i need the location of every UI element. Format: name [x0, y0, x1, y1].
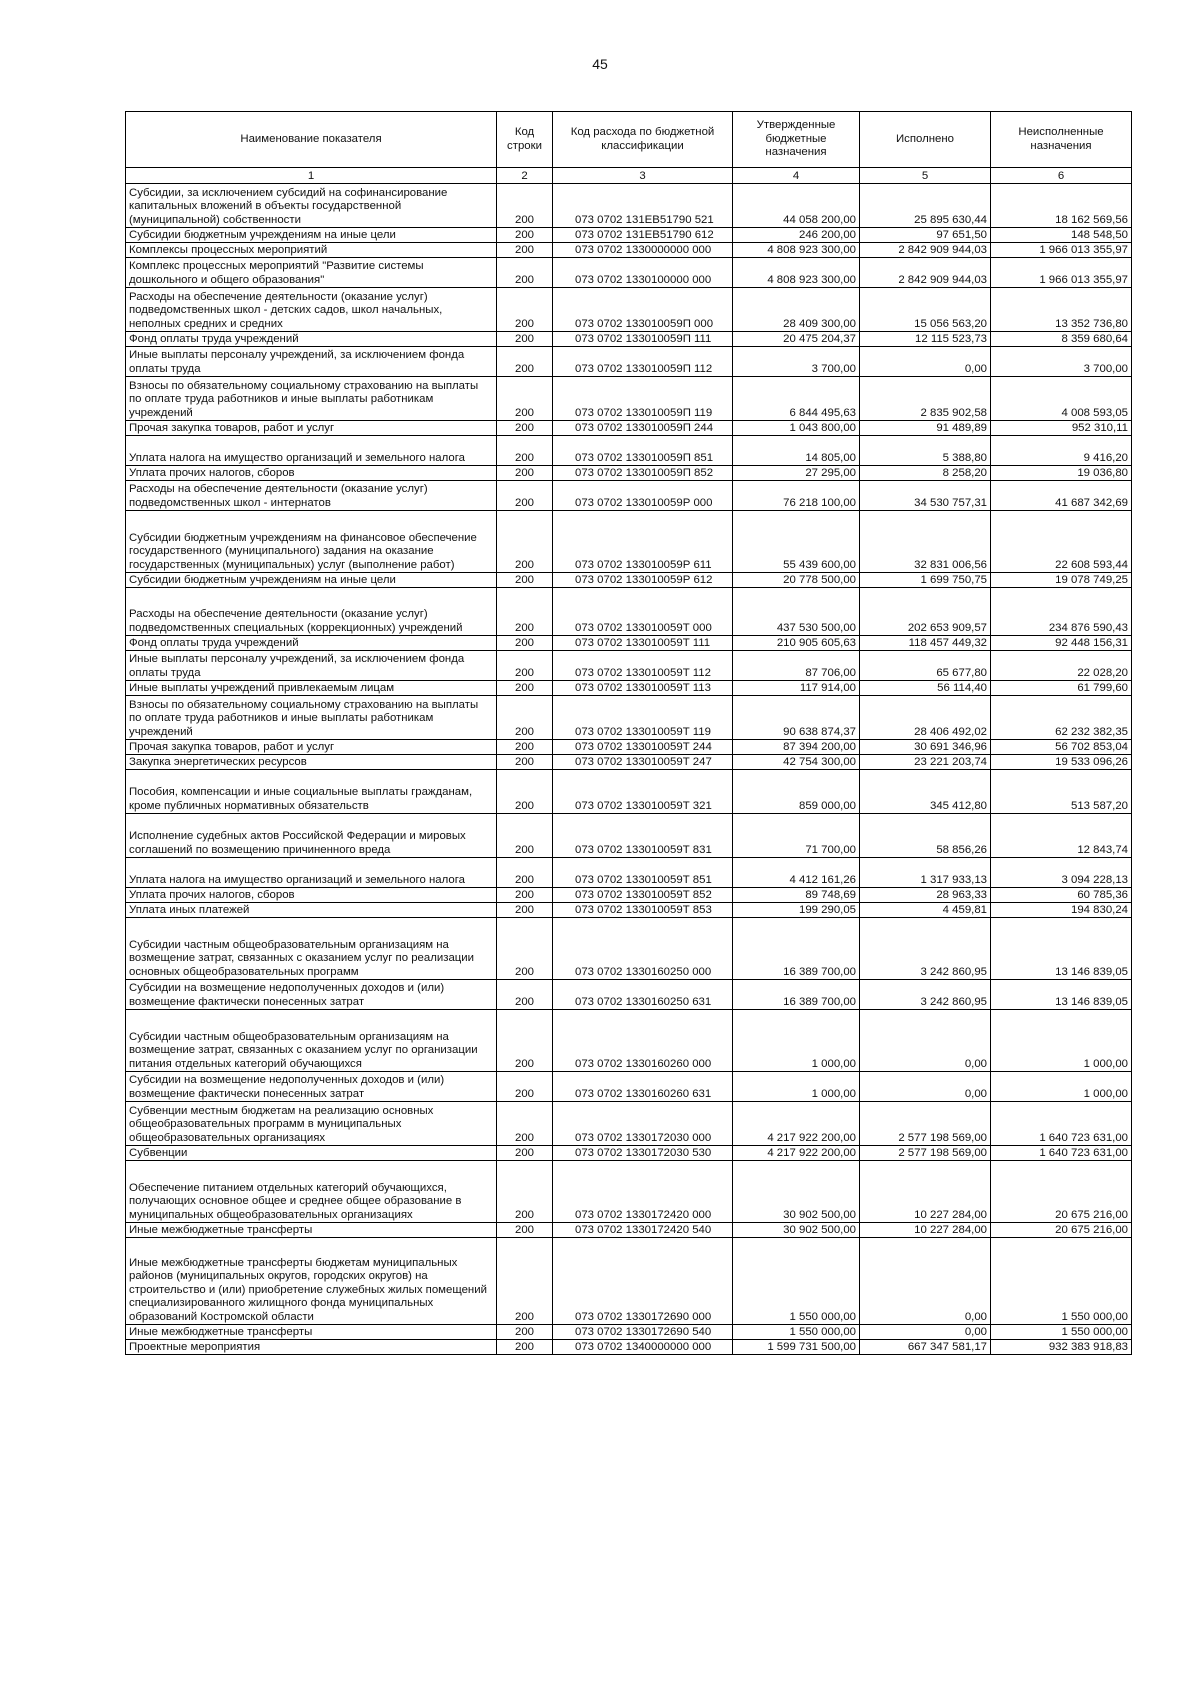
table-row	[126, 980, 1132, 1010]
line-code: 200	[497, 1102, 553, 1146]
executed-amount: 0,00	[860, 1072, 991, 1102]
approved-amount: 55 439 600,00	[733, 511, 860, 573]
table-row	[126, 1325, 1132, 1340]
indicator-name: Субсидии частным общеобразовательным организациям на возмещение затрат, связанных с оказанием услуг по реализации основных общеобразовательных программ	[126, 918, 497, 980]
indicator-name: Субсидии на возмещение недополученных доходов и (или) возмещение фактически понесенных затрат	[126, 1072, 497, 1102]
indicator-name: Комплекс процессных мероприятий "Развитие системы дошкольного и общего образования"	[126, 258, 497, 288]
unexecuted-amount: 148 548,50	[991, 228, 1132, 243]
approved-amount: 4 808 923 300,00	[733, 243, 860, 258]
executed-amount: 28 406 492,02	[860, 696, 991, 740]
approved-amount: 1 000,00	[733, 1010, 860, 1072]
approved-amount: 4 412 161,26	[733, 858, 860, 888]
budget-code: 073 0702 1330000000 000	[553, 243, 733, 258]
table-row	[126, 1238, 1132, 1325]
unexecuted-amount: 19 533 096,26	[991, 755, 1132, 770]
budget-code: 073 0702 1330160250 000	[553, 918, 733, 980]
executed-amount: 667 347 581,17	[860, 1340, 991, 1355]
unexecuted-amount: 92 448 156,31	[991, 636, 1132, 651]
indicator-name: Расходы на обеспечение деятельности (оказание услуг) подведомственных специальных (коррекционных) учреждений	[126, 588, 497, 636]
approved-amount: 1 000,00	[733, 1072, 860, 1102]
column-number: 2	[497, 168, 553, 184]
unexecuted-amount: 56 702 853,04	[991, 740, 1132, 755]
executed-amount: 1 317 933,13	[860, 858, 991, 888]
table-row	[126, 258, 1132, 288]
table-row	[126, 481, 1132, 511]
budget-code: 073 0702 133010059Т 112	[553, 651, 733, 681]
table-row	[126, 858, 1132, 888]
executed-amount: 91 489,89	[860, 421, 991, 436]
table-row	[126, 888, 1132, 903]
table-row	[126, 696, 1132, 740]
approved-amount: 437 530 500,00	[733, 588, 860, 636]
line-code: 200	[497, 377, 553, 421]
budget-code: 073 0702 1330160260 631	[553, 1072, 733, 1102]
unexecuted-amount: 20 675 216,00	[991, 1161, 1132, 1223]
budget-code: 073 0702 133010059П 000	[553, 288, 733, 332]
table-row	[126, 918, 1132, 980]
executed-amount: 0,00	[860, 1010, 991, 1072]
unexecuted-amount: 41 687 342,69	[991, 481, 1132, 511]
indicator-name: Уплата прочих налогов, сборов	[126, 888, 497, 903]
approved-amount: 90 638 874,37	[733, 696, 860, 740]
table-row	[126, 511, 1132, 573]
approved-amount: 14 805,00	[733, 436, 860, 466]
indicator-name: Уплата иных платежей	[126, 903, 497, 918]
line-code: 200	[497, 681, 553, 696]
table-row	[126, 332, 1132, 347]
unexecuted-amount: 3 094 228,13	[991, 858, 1132, 888]
approved-amount: 20 475 204,37	[733, 332, 860, 347]
unexecuted-amount: 234 876 590,43	[991, 588, 1132, 636]
unexecuted-amount: 1 550 000,00	[991, 1238, 1132, 1325]
budget-code: 073 0702 1340000000 000	[553, 1340, 733, 1355]
indicator-name: Исполнение судебных актов Российской Федерации и мировых соглашений по возмещению причиненного вреда	[126, 814, 497, 858]
executed-amount: 10 227 284,00	[860, 1161, 991, 1223]
approved-amount: 30 902 500,00	[733, 1161, 860, 1223]
line-code: 200	[497, 888, 553, 903]
budget-code: 073 0702 133010059Т 000	[553, 588, 733, 636]
header-indicator-name: Наименование показателя	[126, 112, 497, 168]
budget-code: 073 0702 133010059Т 852	[553, 888, 733, 903]
header-line-code: Код строки	[497, 112, 553, 168]
executed-amount: 3 242 860,95	[860, 918, 991, 980]
approved-amount: 42 754 300,00	[733, 755, 860, 770]
unexecuted-amount: 13 146 839,05	[991, 980, 1132, 1010]
executed-amount: 2 842 909 944,03	[860, 258, 991, 288]
indicator-name: Пособия, компенсации и иные социальные выплаты гражданам, кроме публичных нормативных обязательств	[126, 770, 497, 814]
table-row	[126, 288, 1132, 332]
line-code: 200	[497, 1010, 553, 1072]
budget-code: 073 0702 133010059Т 853	[553, 903, 733, 918]
indicator-name: Субвенции местным бюджетам на реализацию основных общеобразовательных программ в муниципальных общеобразовательных организациях	[126, 1102, 497, 1146]
unexecuted-amount: 1 640 723 631,00	[991, 1146, 1132, 1161]
line-code: 200	[497, 466, 553, 481]
executed-amount: 97 651,50	[860, 228, 991, 243]
line-code: 200	[497, 740, 553, 755]
line-code: 200	[497, 421, 553, 436]
executed-amount: 4 459,81	[860, 903, 991, 918]
line-code: 200	[497, 903, 553, 918]
unexecuted-amount: 1 000,00	[991, 1010, 1132, 1072]
budget-code: 073 0702 133010059Т 247	[553, 755, 733, 770]
indicator-name: Расходы на обеспечение деятельности (оказание услуг) подведомственных школ - интернатов	[126, 481, 497, 511]
line-code: 200	[497, 184, 553, 228]
indicator-name: Проектные мероприятия	[126, 1340, 497, 1355]
budget-code: 073 0702 133010059П 244	[553, 421, 733, 436]
approved-amount: 71 700,00	[733, 814, 860, 858]
unexecuted-amount: 13 352 736,80	[991, 288, 1132, 332]
executed-amount: 202 653 909,57	[860, 588, 991, 636]
line-code: 200	[497, 1325, 553, 1340]
budget-code: 073 0702 1330172030 000	[553, 1102, 733, 1146]
budget-code: 073 0702 133010059Т 244	[553, 740, 733, 755]
unexecuted-amount: 60 785,36	[991, 888, 1132, 903]
approved-amount: 210 905 605,63	[733, 636, 860, 651]
table-row	[126, 1223, 1132, 1238]
table-row	[126, 228, 1132, 243]
approved-amount: 3 700,00	[733, 347, 860, 377]
indicator-name: Уплата налога на имущество организаций и земельного налога	[126, 436, 497, 466]
executed-amount: 5 388,80	[860, 436, 991, 466]
table-row	[126, 755, 1132, 770]
table-row	[126, 770, 1132, 814]
indicator-name: Иные межбюджетные трансферты	[126, 1325, 497, 1340]
indicator-name: Прочая закупка товаров, работ и услуг	[126, 421, 497, 436]
executed-amount: 10 227 284,00	[860, 1223, 991, 1238]
unexecuted-amount: 1 000,00	[991, 1072, 1132, 1102]
indicator-name: Иные выплаты персоналу учреждений, за исключением фонда оплаты труда	[126, 651, 497, 681]
approved-amount: 27 295,00	[733, 466, 860, 481]
approved-amount: 87 394 200,00	[733, 740, 860, 755]
indicator-name: Закупка энергетических ресурсов	[126, 755, 497, 770]
table-row	[126, 1010, 1132, 1072]
unexecuted-amount: 3 700,00	[991, 347, 1132, 377]
budget-code: 073 0702 133010059Т 111	[553, 636, 733, 651]
unexecuted-amount: 13 146 839,05	[991, 918, 1132, 980]
indicator-name: Субсидии бюджетным учреждениям на иные цели	[126, 228, 497, 243]
budget-code: 073 0702 133010059Т 119	[553, 696, 733, 740]
table-body	[126, 184, 1132, 1355]
executed-amount: 12 115 523,73	[860, 332, 991, 347]
unexecuted-amount: 22 028,20	[991, 651, 1132, 681]
indicator-name: Фонд оплаты труда учреждений	[126, 332, 497, 347]
budget-code: 073 0702 133010059Р 612	[553, 573, 733, 588]
indicator-name: Субсидии бюджетным учреждениям на иные цели	[126, 573, 497, 588]
budget-code: 073 0702 133010059П 111	[553, 332, 733, 347]
table-row	[126, 184, 1132, 228]
line-code: 200	[497, 770, 553, 814]
executed-amount: 2 835 902,58	[860, 377, 991, 421]
budget-code: 073 0702 133010059П 851	[553, 436, 733, 466]
unexecuted-amount: 513 587,20	[991, 770, 1132, 814]
executed-amount: 3 242 860,95	[860, 980, 991, 1010]
header-executed: Исполнено	[860, 112, 991, 168]
unexecuted-amount: 1 550 000,00	[991, 1325, 1132, 1340]
unexecuted-amount: 18 162 569,56	[991, 184, 1132, 228]
unexecuted-amount: 194 830,24	[991, 903, 1132, 918]
unexecuted-amount: 1 966 013 355,97	[991, 243, 1132, 258]
approved-amount: 30 902 500,00	[733, 1223, 860, 1238]
approved-amount: 1 550 000,00	[733, 1325, 860, 1340]
approved-amount: 20 778 500,00	[733, 573, 860, 588]
executed-amount: 34 530 757,31	[860, 481, 991, 511]
budget-code: 073 0702 133010059П 112	[553, 347, 733, 377]
line-code: 200	[497, 511, 553, 573]
approved-amount: 89 748,69	[733, 888, 860, 903]
executed-amount: 15 056 563,20	[860, 288, 991, 332]
executed-amount: 118 457 449,32	[860, 636, 991, 651]
approved-amount: 859 000,00	[733, 770, 860, 814]
executed-amount: 2 577 198 569,00	[860, 1102, 991, 1146]
table-row	[126, 1340, 1132, 1355]
approved-amount: 199 290,05	[733, 903, 860, 918]
budget-code: 073 0702 133010059Р 611	[553, 511, 733, 573]
table-row	[126, 681, 1132, 696]
approved-amount: 6 844 495,63	[733, 377, 860, 421]
approved-amount: 246 200,00	[733, 228, 860, 243]
executed-amount: 56 114,40	[860, 681, 991, 696]
line-code: 200	[497, 332, 553, 347]
approved-amount: 16 389 700,00	[733, 918, 860, 980]
column-number: 5	[860, 168, 991, 184]
budget-code: 073 0702 133010059Т 113	[553, 681, 733, 696]
line-code: 200	[497, 573, 553, 588]
indicator-name: Субсидии бюджетным учреждениям на финансовое обеспечение государственного (муниципального) задания на оказание государственных (муниципальных) услуг (выполнение работ)	[126, 511, 497, 573]
budget-code: 073 0702 1330172420 540	[553, 1223, 733, 1238]
indicator-name: Фонд оплаты труда учреждений	[126, 636, 497, 651]
budget-code: 073 0702 1330172690 540	[553, 1325, 733, 1340]
executed-amount: 0,00	[860, 1325, 991, 1340]
executed-amount: 65 677,80	[860, 651, 991, 681]
header-unexecuted: Неисполненные назначения	[991, 112, 1132, 168]
budget-code: 073 0702 133010059П 119	[553, 377, 733, 421]
line-code: 200	[497, 228, 553, 243]
unexecuted-amount: 22 608 593,44	[991, 511, 1132, 573]
table-row	[126, 421, 1132, 436]
line-code: 200	[497, 814, 553, 858]
table-row	[126, 1072, 1132, 1102]
indicator-name: Иные выплаты учреждений привлекаемым лицам	[126, 681, 497, 696]
table-row	[126, 347, 1132, 377]
budget-code: 073 0702 1330100000 000	[553, 258, 733, 288]
unexecuted-amount: 20 675 216,00	[991, 1223, 1132, 1238]
indicator-name: Расходы на обеспечение деятельности (оказание услуг) подведомственных школ - детских садов, школ начальных, неполных средних и средних	[126, 288, 497, 332]
budget-code: 073 0702 133010059Т 321	[553, 770, 733, 814]
approved-amount: 76 218 100,00	[733, 481, 860, 511]
budget-code: 073 0702 133010059Р 000	[553, 481, 733, 511]
indicator-name: Обеспечение питанием отдельных категорий обучающихся, получающих основное общее и среднее общее образование в муниципальных общеобразовательных организациях	[126, 1161, 497, 1223]
line-code: 200	[497, 288, 553, 332]
line-code: 200	[497, 481, 553, 511]
indicator-name: Комплексы процессных мероприятий	[126, 243, 497, 258]
unexecuted-amount: 12 843,74	[991, 814, 1132, 858]
indicator-name: Уплата прочих налогов, сборов	[126, 466, 497, 481]
executed-amount: 32 831 006,56	[860, 511, 991, 573]
line-code: 200	[497, 1238, 553, 1325]
table-row	[126, 243, 1132, 258]
table-row	[126, 436, 1132, 466]
unexecuted-amount: 8 359 680,64	[991, 332, 1132, 347]
executed-amount: 0,00	[860, 347, 991, 377]
indicator-name: Иные межбюджетные трансферты бюджетам муниципальных районов (муниципальных округов, городских округов) на строительство и (или) приобретение служебных жилых помещений специализированного жилищного фонда муниципальных образований Костромской области	[126, 1238, 497, 1325]
executed-amount: 0,00	[860, 1238, 991, 1325]
column-number: 4	[733, 168, 860, 184]
budget-execution-table	[125, 111, 1132, 1355]
table-row	[126, 588, 1132, 636]
approved-amount: 4 217 922 200,00	[733, 1146, 860, 1161]
line-code: 200	[497, 1146, 553, 1161]
executed-amount: 8 258,20	[860, 466, 991, 481]
unexecuted-amount: 932 383 918,83	[991, 1340, 1132, 1355]
indicator-name: Субсидии, за исключением субсидий на софинансирование капитальных вложений в объекты государственной (муниципальной) собственности	[126, 184, 497, 228]
approved-amount: 4 808 923 300,00	[733, 258, 860, 288]
approved-amount: 1 599 731 500,00	[733, 1340, 860, 1355]
executed-amount: 2 577 198 569,00	[860, 1146, 991, 1161]
budget-code: 073 0702 1330160260 000	[553, 1010, 733, 1072]
approved-amount: 117 914,00	[733, 681, 860, 696]
indicator-name: Субвенции	[126, 1146, 497, 1161]
page-number: 45	[592, 56, 608, 72]
budget-code: 073 0702 133010059Т 831	[553, 814, 733, 858]
line-code: 200	[497, 1340, 553, 1355]
header-approved: Утвержденные бюджетные назначения	[733, 112, 860, 168]
line-code: 200	[497, 436, 553, 466]
unexecuted-amount: 1 966 013 355,97	[991, 258, 1132, 288]
unexecuted-amount: 19 078 749,25	[991, 573, 1132, 588]
line-code: 200	[497, 588, 553, 636]
column-number: 3	[553, 168, 733, 184]
indicator-name: Взносы по обязательному социальному страхованию на выплаты по оплате труда работников и иные выплаты работникам учреждений	[126, 377, 497, 421]
budget-code: 073 0702 1330172420 000	[553, 1161, 733, 1223]
executed-amount: 1 699 750,75	[860, 573, 991, 588]
unexecuted-amount: 62 232 382,35	[991, 696, 1132, 740]
table-row	[126, 377, 1132, 421]
approved-amount: 28 409 300,00	[733, 288, 860, 332]
indicator-name: Прочая закупка товаров, работ и услуг	[126, 740, 497, 755]
unexecuted-amount: 952 310,11	[991, 421, 1132, 436]
indicator-name: Взносы по обязательному социальному страхованию на выплаты по оплате труда работников и иные выплаты работникам учреждений	[126, 696, 497, 740]
header-budget-code: Код расхода по бюджетной классификации	[553, 112, 733, 168]
line-code: 200	[497, 696, 553, 740]
table-row	[126, 573, 1132, 588]
approved-amount: 16 389 700,00	[733, 980, 860, 1010]
executed-amount: 345 412,80	[860, 770, 991, 814]
line-code: 200	[497, 347, 553, 377]
unexecuted-amount: 1 640 723 631,00	[991, 1102, 1132, 1146]
column-number-row	[126, 168, 1132, 184]
executed-amount: 25 895 630,44	[860, 184, 991, 228]
table-row	[126, 636, 1132, 651]
line-code: 200	[497, 1161, 553, 1223]
approved-amount: 4 217 922 200,00	[733, 1102, 860, 1146]
indicator-name: Иные выплаты персоналу учреждений, за исключением фонда оплаты труда	[126, 347, 497, 377]
line-code: 200	[497, 636, 553, 651]
approved-amount: 87 706,00	[733, 651, 860, 681]
budget-code: 073 0702 133010059П 852	[553, 466, 733, 481]
executed-amount: 30 691 346,96	[860, 740, 991, 755]
budget-code: 073 0702 1330172030 530	[553, 1146, 733, 1161]
line-code: 200	[497, 918, 553, 980]
line-code: 200	[497, 243, 553, 258]
approved-amount: 1 043 800,00	[733, 421, 860, 436]
budget-code: 073 0702 1330172690 000	[553, 1238, 733, 1325]
budget-code: 073 0702 131EB51790 612	[553, 228, 733, 243]
line-code: 200	[497, 980, 553, 1010]
line-code: 200	[497, 258, 553, 288]
budget-code: 073 0702 133010059Т 851	[553, 858, 733, 888]
unexecuted-amount: 4 008 593,05	[991, 377, 1132, 421]
budget-code: 073 0702 1330160250 631	[553, 980, 733, 1010]
line-code: 200	[497, 755, 553, 770]
line-code: 200	[497, 858, 553, 888]
table-row	[126, 903, 1132, 918]
indicator-name: Иные межбюджетные трансферты	[126, 1223, 497, 1238]
column-number: 1	[126, 168, 497, 184]
table-row	[126, 814, 1132, 858]
executed-amount: 58 856,26	[860, 814, 991, 858]
indicator-name: Субсидии частным общеобразовательным организациям на возмещение затрат, связанных с оказанием услуг по организации питания отдельных категорий обучающихся	[126, 1010, 497, 1072]
unexecuted-amount: 19 036,80	[991, 466, 1132, 481]
budget-code: 073 0702 131EB51790 521	[553, 184, 733, 228]
table-row	[126, 466, 1132, 481]
unexecuted-amount: 61 799,60	[991, 681, 1132, 696]
column-number: 6	[991, 168, 1132, 184]
line-code: 200	[497, 1223, 553, 1238]
executed-amount: 23 221 203,74	[860, 755, 991, 770]
header-row	[126, 112, 1132, 168]
unexecuted-amount: 9 416,20	[991, 436, 1132, 466]
table-row	[126, 740, 1132, 755]
line-code: 200	[497, 651, 553, 681]
executed-amount: 2 842 909 944,03	[860, 243, 991, 258]
approved-amount: 1 550 000,00	[733, 1238, 860, 1325]
table-row	[126, 1161, 1132, 1223]
table-row	[126, 651, 1132, 681]
executed-amount: 28 963,33	[860, 888, 991, 903]
table-row	[126, 1102, 1132, 1146]
line-code: 200	[497, 1072, 553, 1102]
indicator-name: Уплата налога на имущество организаций и земельного налога	[126, 858, 497, 888]
approved-amount: 44 058 200,00	[733, 184, 860, 228]
indicator-name: Субсидии на возмещение недополученных доходов и (или) возмещение фактически понесенных затрат	[126, 980, 497, 1010]
table-row	[126, 1146, 1132, 1161]
